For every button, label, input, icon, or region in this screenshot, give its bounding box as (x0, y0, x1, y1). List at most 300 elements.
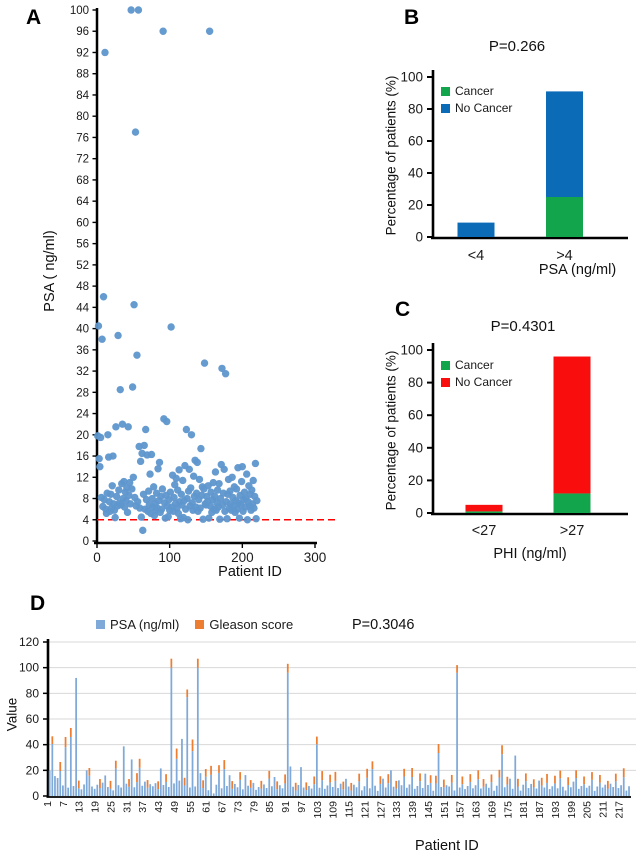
psa-bar (615, 781, 617, 796)
stacked-bar-segment (458, 223, 495, 237)
gleason-bar (438, 744, 440, 753)
psa-bar (221, 788, 223, 796)
psa-bar (297, 785, 299, 796)
psa-bar (313, 784, 315, 796)
legend-item (441, 84, 512, 98)
psa-bar (104, 775, 106, 796)
psa-bar (110, 789, 112, 796)
svg-text:80: 80 (407, 375, 423, 391)
gleason-bar (65, 737, 67, 747)
psa-bar (229, 775, 231, 796)
legend-item (441, 375, 512, 389)
psa-bar (417, 786, 419, 796)
scatter-point (114, 332, 121, 339)
scatter-point (163, 418, 170, 425)
psa-bar (520, 791, 522, 796)
gleason-bar (157, 781, 159, 789)
svg-text:193: 193 (549, 801, 562, 819)
d-y-ticks (19, 635, 48, 803)
psa-bar (123, 746, 125, 796)
psa-bar (530, 784, 532, 796)
scatter-point (239, 463, 246, 470)
psa-bar (456, 673, 458, 796)
scatter-point (252, 515, 259, 522)
a-axes (94, 8, 317, 543)
scatter-point (253, 497, 260, 504)
psa-bar (493, 791, 495, 796)
gleason-bar (395, 781, 397, 789)
psa-bar (586, 788, 588, 796)
svg-text:211: 211 (597, 801, 610, 818)
gleason-bar (268, 771, 270, 779)
scatter-point (233, 485, 240, 492)
svg-text:121: 121 (359, 801, 372, 819)
psa-bar (215, 785, 217, 796)
gleason-bar (99, 779, 101, 788)
psa-bar (403, 776, 405, 796)
gleason-bar (607, 781, 609, 789)
scatter-point (196, 476, 203, 483)
psa-bar (509, 779, 511, 796)
psa-bar (414, 789, 416, 796)
svg-text:40: 40 (407, 440, 423, 456)
svg-text:139: 139 (407, 801, 420, 819)
gleason-bar (192, 740, 194, 752)
svg-text:60: 60 (76, 217, 89, 230)
gleason-bar (170, 659, 172, 668)
psa-bar (385, 788, 387, 796)
panel-d-letter: D (30, 592, 46, 615)
scatter-point (223, 515, 230, 522)
psa-bar (83, 784, 85, 796)
psa-bar (443, 787, 445, 796)
svg-text:0: 0 (93, 550, 101, 565)
svg-text:37: 37 (137, 801, 150, 813)
psa-bar (337, 788, 339, 796)
psa-bar (160, 768, 162, 796)
legend-label: No Cancer (455, 375, 513, 389)
psa-bar (512, 789, 514, 796)
svg-text:43: 43 (153, 801, 166, 813)
svg-text:205: 205 (581, 801, 594, 819)
panel-a-y-axis-title: PSA ( ng/ml) (42, 230, 58, 312)
svg-text:60: 60 (25, 712, 39, 726)
svg-text:157: 157 (454, 801, 467, 819)
gleason-bar (477, 770, 479, 779)
svg-text:61: 61 (200, 801, 213, 813)
scatter-point (179, 477, 186, 484)
psa-bar (157, 789, 159, 796)
psa-bar (202, 788, 204, 796)
svg-text:20: 20 (407, 197, 423, 213)
gleason-bar (139, 759, 141, 768)
psa-bar (62, 785, 64, 796)
scatter-point (148, 451, 155, 458)
gleason-bar (430, 775, 432, 783)
psa-bar (554, 783, 556, 796)
scatter-point (100, 293, 107, 300)
psa-bar (51, 744, 53, 796)
psa-bar (128, 787, 130, 796)
psa-bar (514, 756, 516, 796)
scatter-point (113, 493, 120, 500)
scatter-point (236, 514, 243, 521)
scatter-point (194, 459, 201, 466)
panel-a-letter: A (26, 6, 42, 29)
psa-bar (88, 776, 90, 796)
legend-item (195, 617, 293, 632)
psa-bar (461, 784, 463, 796)
psa-bar (112, 790, 114, 796)
psa-bar (186, 697, 188, 796)
scatter-point (222, 370, 229, 377)
psa-bar (517, 787, 519, 796)
psa-bar (353, 785, 355, 796)
psa-bar (372, 769, 374, 796)
scatter-point (128, 485, 135, 492)
gleason-bar (350, 783, 352, 791)
svg-text:169: 169 (486, 801, 499, 819)
psa-bar (197, 668, 199, 796)
psa-bar (541, 785, 543, 796)
scatter-point (133, 351, 140, 358)
gleason-bar (205, 769, 207, 777)
scatter-point (112, 423, 119, 430)
psa-bar (102, 783, 104, 796)
psa-bar (319, 788, 321, 796)
psa-bar (570, 787, 572, 796)
svg-text:100: 100 (18, 660, 39, 675)
svg-text:36: 36 (76, 344, 89, 357)
svg-text:80: 80 (76, 111, 89, 124)
gleason-bar (184, 778, 186, 786)
gleason-bar (276, 781, 278, 789)
svg-text:64: 64 (76, 196, 89, 209)
gleason-bar (366, 769, 368, 778)
panel-d-x-axis-title: Patient ID (415, 838, 479, 854)
scatter-point (154, 465, 161, 472)
gleason-bar (165, 774, 167, 782)
gleason-bar (218, 765, 220, 773)
psa-bar (81, 789, 83, 796)
scatter-point (243, 470, 250, 477)
svg-text:175: 175 (502, 801, 515, 819)
svg-text:127: 127 (375, 801, 388, 819)
psa-bar (234, 784, 236, 796)
psa-bar (181, 739, 183, 796)
scatter-point (250, 477, 257, 484)
psa-bar (316, 744, 318, 796)
d-bars (49, 659, 630, 796)
psa-bar (218, 773, 220, 796)
scatter-point (188, 431, 195, 438)
psa-bar (467, 786, 469, 796)
psa-bar (454, 790, 456, 796)
gleason-bar (501, 745, 503, 754)
psa-bar (628, 786, 630, 796)
psa-bar (250, 788, 252, 796)
b-y-ticks (400, 70, 433, 245)
psa-bar (305, 790, 307, 796)
svg-text:88: 88 (76, 68, 89, 81)
gleason-bar (316, 737, 318, 745)
svg-text:300: 300 (303, 550, 327, 565)
psa-bar (409, 784, 411, 796)
scatter-point (250, 504, 257, 511)
svg-text:48: 48 (76, 281, 89, 294)
psa-bar (266, 788, 268, 796)
panel-d-pvalue: P=0.3046 (352, 617, 415, 633)
psa-bar (247, 786, 249, 796)
gleason-bar (435, 776, 437, 784)
psa-bar (200, 773, 202, 796)
scatter-point (130, 474, 137, 481)
psa-bar (279, 785, 281, 796)
psa-bar (147, 788, 149, 796)
psa-bar (329, 782, 331, 796)
psa-bar (208, 790, 210, 796)
scatter-point (244, 516, 251, 523)
psa-bar (136, 782, 138, 796)
gleason-bar (372, 761, 374, 769)
psa-bar (144, 782, 146, 796)
psa-bar (448, 787, 450, 796)
svg-text:145: 145 (422, 801, 435, 819)
svg-text:151: 151 (438, 801, 451, 819)
psa-bar (430, 783, 432, 796)
gleason-bar (379, 776, 381, 784)
gleason-bar (554, 776, 556, 784)
stacked-bar-segment (546, 91, 583, 197)
psa-bar (483, 787, 485, 796)
svg-text:68: 68 (76, 174, 89, 187)
psa-bar (419, 781, 421, 796)
panel-c-y-axis-title: Percentage of patients (%) (383, 350, 399, 511)
psa-bar (303, 788, 305, 796)
gleason-bar (210, 766, 212, 775)
psa-bar (411, 777, 413, 796)
svg-text:115: 115 (343, 801, 356, 818)
svg-text:60: 60 (407, 133, 423, 149)
panel-d-y-axis-title: Value (4, 697, 20, 732)
psa-bar (562, 787, 564, 796)
psa-bar (538, 781, 540, 796)
svg-text:0: 0 (32, 789, 39, 803)
psa-bar (358, 781, 360, 796)
gleason-bar (411, 768, 413, 777)
scatter-point (95, 322, 102, 329)
gleason-bar (461, 776, 463, 784)
svg-text:91: 91 (280, 801, 293, 813)
psa-bar (438, 753, 440, 796)
gleason-bar (186, 689, 188, 697)
scatter-point (206, 28, 213, 35)
psa-bar (271, 786, 273, 796)
gleason-bar (615, 774, 617, 782)
psa-bar (364, 786, 366, 796)
gleason-bar (403, 769, 405, 777)
psa-bar (551, 786, 553, 796)
psa-bar (287, 673, 289, 796)
scatter-point (98, 336, 105, 343)
gleason-bar (223, 760, 225, 769)
svg-text:25: 25 (105, 801, 118, 813)
gleason-bar (110, 781, 112, 789)
c-y-ticks (400, 343, 433, 521)
psa-bar (588, 786, 590, 796)
svg-text:73: 73 (232, 801, 245, 813)
gleason-bar (358, 774, 360, 782)
scatter-point (96, 463, 103, 470)
psa-bar (282, 788, 284, 796)
scatter-point (252, 460, 259, 467)
panel-c (340, 288, 639, 598)
psa-bar (382, 779, 384, 796)
svg-text:8: 8 (82, 493, 89, 506)
psa-bar (210, 775, 212, 796)
psa-bar (67, 788, 69, 796)
stacked-bar-segment (466, 511, 503, 513)
svg-text:217: 217 (613, 801, 626, 819)
psa-bar (491, 782, 493, 796)
psa-bar (451, 783, 453, 796)
svg-text:84: 84 (76, 89, 89, 102)
psa-bar (131, 759, 133, 796)
scatter-point (117, 386, 124, 393)
psa-bar (475, 785, 477, 796)
panel-c-letter: C (395, 298, 411, 321)
scatter-point (97, 434, 104, 441)
panel-b-letter: B (404, 6, 420, 29)
psa-bar (118, 785, 120, 796)
psa-bar (253, 783, 255, 796)
psa-bar (559, 778, 561, 796)
psa-bar (432, 791, 434, 796)
scatter-point (141, 442, 148, 449)
legend-swatch (441, 361, 450, 370)
svg-text:40: 40 (76, 323, 89, 336)
psa-bar (607, 789, 609, 796)
psa-bar (290, 766, 292, 796)
psa-bar (133, 787, 135, 796)
psa-bar (300, 767, 302, 796)
svg-text:16: 16 (76, 451, 89, 464)
psa-bar (499, 778, 501, 796)
gleason-bar (559, 771, 561, 779)
gleason-bar (491, 774, 493, 782)
psa-bar (152, 786, 154, 796)
gleason-bar (506, 777, 508, 785)
scatter-point (159, 28, 166, 35)
psa-bar (480, 789, 482, 796)
psa-bar (356, 787, 358, 796)
svg-text:109: 109 (327, 801, 340, 819)
svg-text:56: 56 (76, 238, 89, 251)
psa-bar (308, 786, 310, 796)
stacked-bar-segment (546, 197, 583, 237)
scatter-point (150, 483, 157, 490)
scatter-point (173, 475, 180, 482)
psa-bar (522, 785, 524, 796)
psa-bar (178, 781, 180, 796)
psa-bar (49, 771, 51, 796)
scatter-point (197, 445, 204, 452)
svg-text:79: 79 (248, 801, 261, 813)
psa-bar (176, 759, 178, 796)
svg-text:20: 20 (25, 763, 39, 778)
psa-bar (591, 780, 593, 796)
legend-item (441, 358, 512, 372)
gleason-bar (239, 772, 241, 780)
scatter-point (248, 486, 255, 493)
svg-text:4: 4 (82, 514, 89, 527)
scatter-point (109, 482, 116, 489)
panel-b-x-axis-title: PSA (ng/ml) (538, 262, 617, 278)
psa-bar (94, 789, 96, 796)
svg-text:67: 67 (216, 801, 229, 813)
psa-bar (374, 786, 376, 796)
psa-bar (96, 785, 98, 796)
psa-bar (268, 779, 270, 796)
psa-bar (213, 793, 215, 796)
stacked-bar-segment (554, 357, 591, 494)
scatter-point (101, 49, 108, 56)
psa-bar (464, 789, 466, 796)
gleason-bar (260, 781, 262, 789)
scatter-point (135, 6, 142, 13)
panel-c-legend (441, 358, 512, 389)
scatter-point (130, 301, 137, 308)
panel-c-pvalue: P=0.4301 (490, 318, 556, 335)
psa-bar (126, 784, 128, 796)
psa-bar (594, 791, 596, 796)
panel-d-legend (96, 617, 293, 632)
svg-text:200: 200 (231, 550, 254, 565)
psa-bar (332, 787, 334, 796)
scatter-point (216, 516, 223, 523)
psa-bar (192, 751, 194, 796)
legend-swatch (441, 378, 450, 387)
scatter-point (238, 478, 245, 485)
gleason-bar (321, 771, 323, 780)
scatter-point (228, 474, 235, 481)
psa-bar (599, 783, 601, 796)
a-x-ticks (93, 543, 326, 565)
scatter-point (187, 484, 194, 491)
psa-bar (65, 747, 67, 796)
psa-bar (422, 788, 424, 796)
gleason-bar (533, 779, 535, 787)
gleason-bar (287, 664, 289, 673)
svg-text:0: 0 (82, 536, 89, 548)
gleason-bar (202, 780, 204, 788)
psa-bar (395, 789, 397, 796)
gleason-bar (469, 774, 471, 782)
svg-text:1: 1 (42, 801, 54, 807)
gleason-bar (313, 776, 315, 784)
psa-bar (205, 777, 207, 796)
gleason-bar (387, 774, 389, 783)
scatter-point (129, 383, 136, 390)
legend-swatch (195, 620, 204, 629)
scatter-point (215, 480, 222, 487)
psa-bar (477, 779, 479, 796)
scatter-point (139, 527, 146, 534)
svg-text:80: 80 (407, 101, 423, 117)
psa-bar (70, 737, 72, 796)
svg-text:13: 13 (73, 801, 86, 813)
psa-bar (73, 786, 75, 796)
